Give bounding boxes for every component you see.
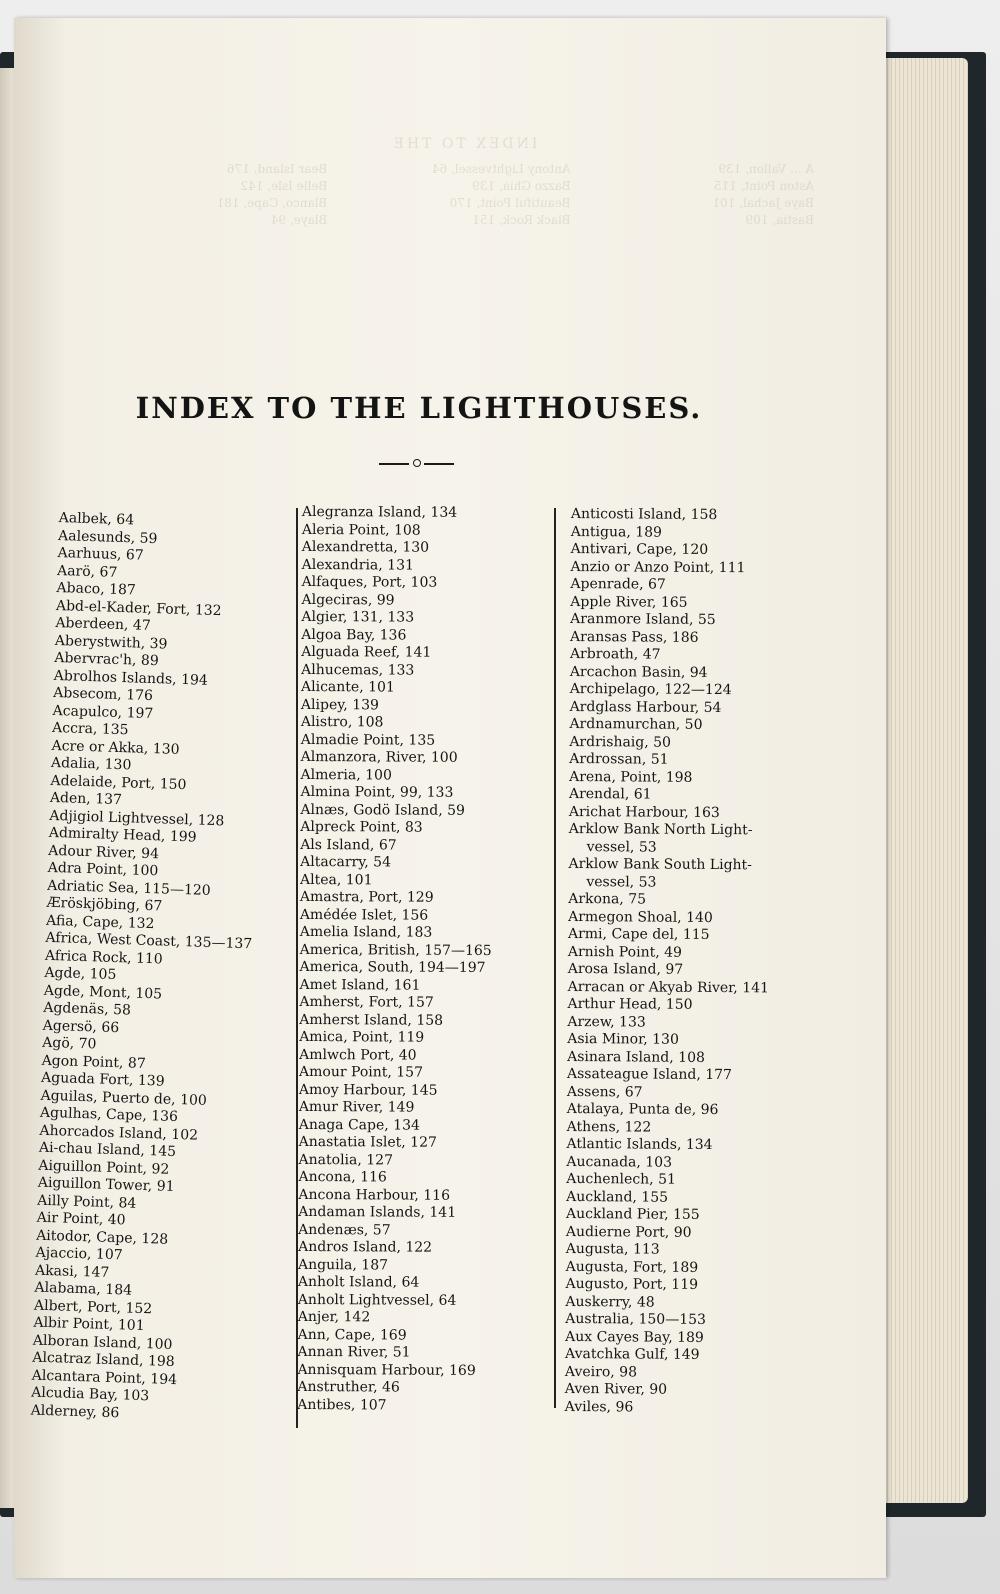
- index-entry: Augusta, Fort, 189: [565, 1258, 699, 1276]
- index-entry: Aransas Pass, 186: [570, 628, 699, 646]
- index-entry: Arthur Head, 150: [567, 995, 693, 1013]
- index-entry: Alipey, 139: [300, 696, 379, 713]
- left-page-edge: [0, 68, 14, 1508]
- index-entry-first-line: Arklow Bank North Light-: [568, 820, 753, 839]
- index-entry: Arzew, 133: [567, 1013, 646, 1031]
- index-entry: Ahorcados Island, 102: [39, 1122, 199, 1144]
- index-entry: Amoy Harbour, 145: [298, 1081, 438, 1099]
- bleed-line: Baye Jachal, 101: [712, 196, 814, 210]
- page-block-edge: [880, 58, 968, 1503]
- index-entry: Anholt Island, 64: [297, 1273, 420, 1291]
- index-entry: Admiralty Head, 199: [48, 824, 197, 846]
- index-entry: Acre or Akka, 130: [51, 737, 180, 758]
- index-entry: Agö, 70: [42, 1034, 97, 1053]
- index-entry: Amastra, Port, 129: [299, 888, 434, 906]
- index-entry: Augusta, 113: [565, 1240, 660, 1258]
- index-entry: Alicante, 101: [300, 678, 395, 696]
- index-entry: Alexandretta, 130: [301, 538, 430, 556]
- index-entry: Arena, Point, 198: [569, 768, 693, 786]
- index-entry: Ajaccio, 107: [35, 1244, 123, 1264]
- index-entry: Abaco, 187: [56, 579, 137, 599]
- index-entry: Alcantara Point, 194: [31, 1367, 178, 1388]
- bleed-line: Blaye, 94: [270, 213, 328, 227]
- index-entry: Amour Point, 157: [298, 1063, 424, 1081]
- bleed-line: Bazzo Ghia, 139: [472, 179, 571, 193]
- index-entry: Aven River, 90: [564, 1380, 668, 1398]
- index-entry: Antigua, 189: [570, 523, 663, 541]
- index-entry: Aleria Point, 108: [301, 521, 421, 539]
- index-entry: Assateague Island, 177: [566, 1065, 733, 1084]
- index-entry: Alcatraz Island, 198: [32, 1349, 175, 1371]
- index-entry: Adriatic Sea, 115—120: [46, 877, 211, 899]
- index-entry: Abd-el-Kader, Fort, 132: [55, 597, 222, 619]
- index-entry: Armegon Shoal, 140: [568, 908, 713, 926]
- index-entry: Augusto, Port, 119: [565, 1275, 699, 1293]
- index-entry: Annisquam Harbour, 169: [297, 1361, 476, 1379]
- index-entry: Acapulco, 197: [52, 702, 154, 722]
- index-entry: America, South, 194—197: [299, 958, 486, 976]
- rule-right: [424, 463, 454, 465]
- index-entry: Ann, Cape, 169: [297, 1326, 407, 1344]
- index-entry: Aveiro, 98: [564, 1363, 638, 1380]
- bleed-line: Black Rock, 151: [472, 213, 571, 227]
- index-entry: Agulhas, Cape, 136: [39, 1104, 179, 1126]
- index-entry: Amlwch Port, 40: [299, 1046, 417, 1064]
- index-entry: Ancona Harbour, 116: [298, 1186, 451, 1204]
- index-entry: Aiguillon Tower, 91: [37, 1174, 175, 1195]
- bleed-heading: INDEX TO THE: [390, 136, 538, 152]
- book-page: [14, 18, 886, 1578]
- index-entry: Abrolhos Islands, 194: [53, 667, 209, 689]
- index-entry: Amica, Point, 119: [299, 1028, 425, 1046]
- index-entry: Amelia Island, 183: [299, 923, 433, 941]
- bleed-body: [114, 161, 814, 229]
- index-entry: Adelaide, Port, 150: [50, 772, 187, 793]
- index-entry: Asinara Island, 108: [567, 1048, 705, 1066]
- index-entry: Aberystwith, 39: [54, 632, 168, 652]
- index-entry: Adour River, 94: [48, 842, 160, 862]
- index-entry: Auckland, 155: [566, 1188, 669, 1206]
- index-entry: Arbroath, 47: [569, 645, 661, 663]
- index-entry: Africa, West Coast, 135—137: [45, 929, 253, 953]
- index-entry: Aden, 137: [49, 789, 123, 809]
- index-entry: Ardnamurchan, 50: [569, 715, 703, 733]
- index-entry: Africa Rock, 110: [44, 947, 163, 967]
- bleed-line: Antony Lightvessel, 64: [431, 162, 571, 176]
- index-entry: Amherst Island, 158: [299, 1011, 444, 1029]
- index-entry-continuation: vessel, 53: [586, 838, 657, 856]
- index-entry: Adjigiol Lightvessel, 128: [49, 807, 225, 829]
- index-entry: Amur River, 149: [298, 1098, 415, 1116]
- index-entry: Alboran Island, 100: [32, 1332, 173, 1353]
- index-entry: Arendal, 61: [568, 785, 652, 803]
- index-entry: Athens, 122: [566, 1118, 652, 1136]
- index-entry: Antibes, 107: [297, 1396, 387, 1413]
- index-column-2: [297, 504, 494, 1415]
- index-column-3: [565, 506, 773, 1417]
- index-entry: Aitodor, Cape, 128: [35, 1227, 169, 1248]
- index-entry: Altacarry, 54: [300, 853, 392, 871]
- index-entry: Aarö, 67: [56, 562, 118, 581]
- index-entry: Aberdeen, 47: [55, 614, 151, 634]
- index-entry: Albir Point, 101: [33, 1314, 145, 1335]
- index-entry: Adra Point, 100: [47, 859, 159, 880]
- index-entry: Anholt Lightvessel, 64: [297, 1291, 457, 1309]
- index-entry: Alguada Reef, 141: [301, 643, 432, 661]
- index-entry: Alfaques, Port, 103: [301, 573, 438, 591]
- index-entry: Auchenlech, 51: [566, 1170, 676, 1188]
- index-entry: Annan River, 51: [297, 1343, 411, 1361]
- index-entry: Almanzora, River, 100: [300, 748, 458, 766]
- index-entry: Altea, 101: [299, 871, 373, 888]
- index-entry: Alabama, 184: [34, 1279, 133, 1299]
- index-entry: Akasi, 147: [34, 1262, 110, 1281]
- index-entry: Accra, 135: [51, 719, 129, 739]
- bleed-line: A ... Vallon, 139: [718, 162, 814, 176]
- index-entry: Amherst, Fort, 157: [299, 993, 434, 1011]
- index-entry: [569, 821, 771, 857]
- index-entry: Assens, 67: [566, 1083, 643, 1101]
- index-entry: Alnæs, Godö Island, 59: [300, 801, 465, 819]
- bleed-line: Bear Island, 176: [226, 162, 328, 176]
- index-entry: Alegranza Island, 134: [301, 504, 458, 521]
- index-entry: Arnish Point, 49: [567, 943, 683, 961]
- page-title: INDEX TO THE LIGHTHOUSES.: [135, 391, 703, 425]
- index-entry: Andros Island, 122: [298, 1238, 433, 1256]
- bleed-line: Aston Point, 115: [713, 179, 814, 193]
- index-entry-continuation: vessel, 53: [586, 873, 657, 891]
- rule-left: [379, 463, 409, 465]
- index-entry: Air Point, 40: [36, 1209, 126, 1229]
- bleed-line: Blanco, Cape, 181: [216, 196, 328, 210]
- index-entry: Aranmore Island, 55: [570, 610, 716, 629]
- index-entry: Aiguillon Point, 92: [38, 1157, 170, 1178]
- index-entry: Ardglass Harbour, 54: [569, 698, 722, 716]
- index-entry: Als Island, 67: [300, 836, 397, 854]
- index-entry: Anticosti Island, 158: [570, 506, 718, 524]
- index-entry: Almadie Point, 135: [300, 731, 436, 749]
- index-entry: Armi, Cape del, 115: [567, 925, 710, 943]
- index-entry: Atalaya, Punta de, 96: [566, 1100, 719, 1119]
- index-entry: Archipelago, 122—124: [569, 680, 732, 699]
- index-entry: Aucanada, 103: [566, 1153, 673, 1171]
- index-entry: Ancona, 116: [298, 1168, 387, 1186]
- index-entry: Aux Cayes Bay, 189: [565, 1328, 704, 1346]
- index-entry: Amédée Islet, 156: [299, 906, 429, 924]
- index-entry: Alpreck Point, 83: [300, 818, 423, 836]
- index-entry-first-line: Arklow Bank South Light-: [568, 855, 753, 874]
- index-entry: Atlantic Islands, 134: [566, 1135, 713, 1154]
- index-entry: Albert, Port, 152: [33, 1297, 153, 1317]
- index-entry: Apenrade, 67: [570, 575, 666, 593]
- index-entry: Aalesunds, 59: [57, 527, 158, 547]
- index-entry: Adalia, 130: [50, 754, 132, 774]
- index-entry: Anguila, 187: [297, 1256, 389, 1273]
- index-entry: Almeria, 100: [300, 766, 392, 783]
- index-entry: Australia, 150—153: [565, 1310, 707, 1328]
- index-entry: Algoa Bay, 136: [301, 626, 407, 644]
- index-entry: Anatolia, 127: [298, 1151, 394, 1168]
- index-entry: [568, 856, 770, 892]
- column-divider: [554, 508, 556, 1408]
- index-entry: Avatchka Gulf, 149: [565, 1345, 700, 1363]
- index-entry: Algier, 131, 133: [301, 608, 415, 626]
- index-entry: Alcudia Bay, 103: [31, 1384, 150, 1405]
- index-entry: Aguada Fort, 139: [40, 1069, 165, 1090]
- index-entry: Alistro, 108: [300, 713, 384, 731]
- index-entry: Arracan or Akyab River, 141: [567, 978, 770, 996]
- index-entry: Aguilas, Puerto de, 100: [40, 1087, 208, 1109]
- index-entry: Andaman Islands, 141: [298, 1203, 457, 1221]
- index-entry: Ailly Point, 84: [37, 1192, 137, 1212]
- index-entry: Agde, Mont, 105: [43, 982, 163, 1002]
- index-entry: Asia Minor, 130: [567, 1030, 679, 1048]
- index-entry: Arkona, 75: [568, 890, 647, 908]
- index-entry: Andenæs, 57: [298, 1221, 391, 1238]
- index-entry: Alhucemas, 133: [301, 661, 415, 679]
- index-entry: Æröskjöbing, 67: [46, 894, 163, 915]
- index-entry: Algeciras, 99: [301, 591, 395, 608]
- index-entry: Arcachon Basin, 94: [569, 663, 708, 681]
- index-entry: Apple River, 165: [570, 593, 688, 611]
- index-entry: Arosa Island, 97: [567, 960, 684, 978]
- index-entry: Antivari, Cape, 120: [570, 540, 709, 558]
- bleed-through-text: [114, 136, 814, 356]
- bleed-line: Beautiful Point, 170: [449, 196, 571, 210]
- index-entry: Anaga Cape, 134: [298, 1116, 420, 1134]
- index-entry: Ardrishaig, 50: [569, 733, 672, 751]
- index-column-1: [30, 510, 265, 1426]
- index-entry: Alexandria, 131: [301, 556, 414, 574]
- index-entry: Auckland Pier, 155: [566, 1205, 700, 1223]
- index-entry: Agersö, 66: [42, 1017, 120, 1036]
- index-entry: Anastatia Islet, 127: [298, 1133, 437, 1151]
- rule-ornament: [413, 459, 421, 467]
- index-entry: Aarhuus, 67: [57, 544, 144, 564]
- index-entry: Almina Point, 99, 133: [300, 783, 454, 801]
- index-entry: Anjer, 142: [297, 1308, 371, 1326]
- index-entry: America, British, 157—165: [299, 941, 492, 959]
- index-entry: Agde, 105: [44, 964, 117, 984]
- index-entry: Auskerry, 48: [565, 1293, 655, 1311]
- index-entry: Amet Island, 161: [299, 976, 421, 994]
- index-entry: Agdenäs, 58: [43, 999, 132, 1019]
- index-entry: Agon Point, 87: [41, 1052, 147, 1072]
- index-entry: Ai-chau Island, 145: [38, 1139, 177, 1160]
- title-ornament-rule: [379, 458, 454, 470]
- index-entry: Audierne Port, 90: [565, 1223, 692, 1241]
- index-entry: Arichat Harbour, 163: [568, 803, 720, 821]
- index-entry: Ardrossan, 51: [569, 750, 669, 768]
- index-entry: Aalbek, 64: [58, 510, 135, 529]
- index-entry: Abervrac'h, 89: [54, 649, 159, 670]
- index-entry: Anzio or Anzo Point, 111: [570, 558, 746, 576]
- bleed-line: Bastia, 109: [745, 213, 814, 227]
- index-entry: Anstruther, 46: [297, 1378, 400, 1396]
- bleed-line: Belle Isle, 142: [240, 179, 328, 193]
- index-entry: Afia, Cape, 132: [45, 912, 155, 932]
- index-entry: Alderney, 86: [30, 1402, 120, 1421]
- index-entry: Absecom, 176: [53, 684, 154, 705]
- index-entry: Aviles, 96: [564, 1398, 634, 1415]
